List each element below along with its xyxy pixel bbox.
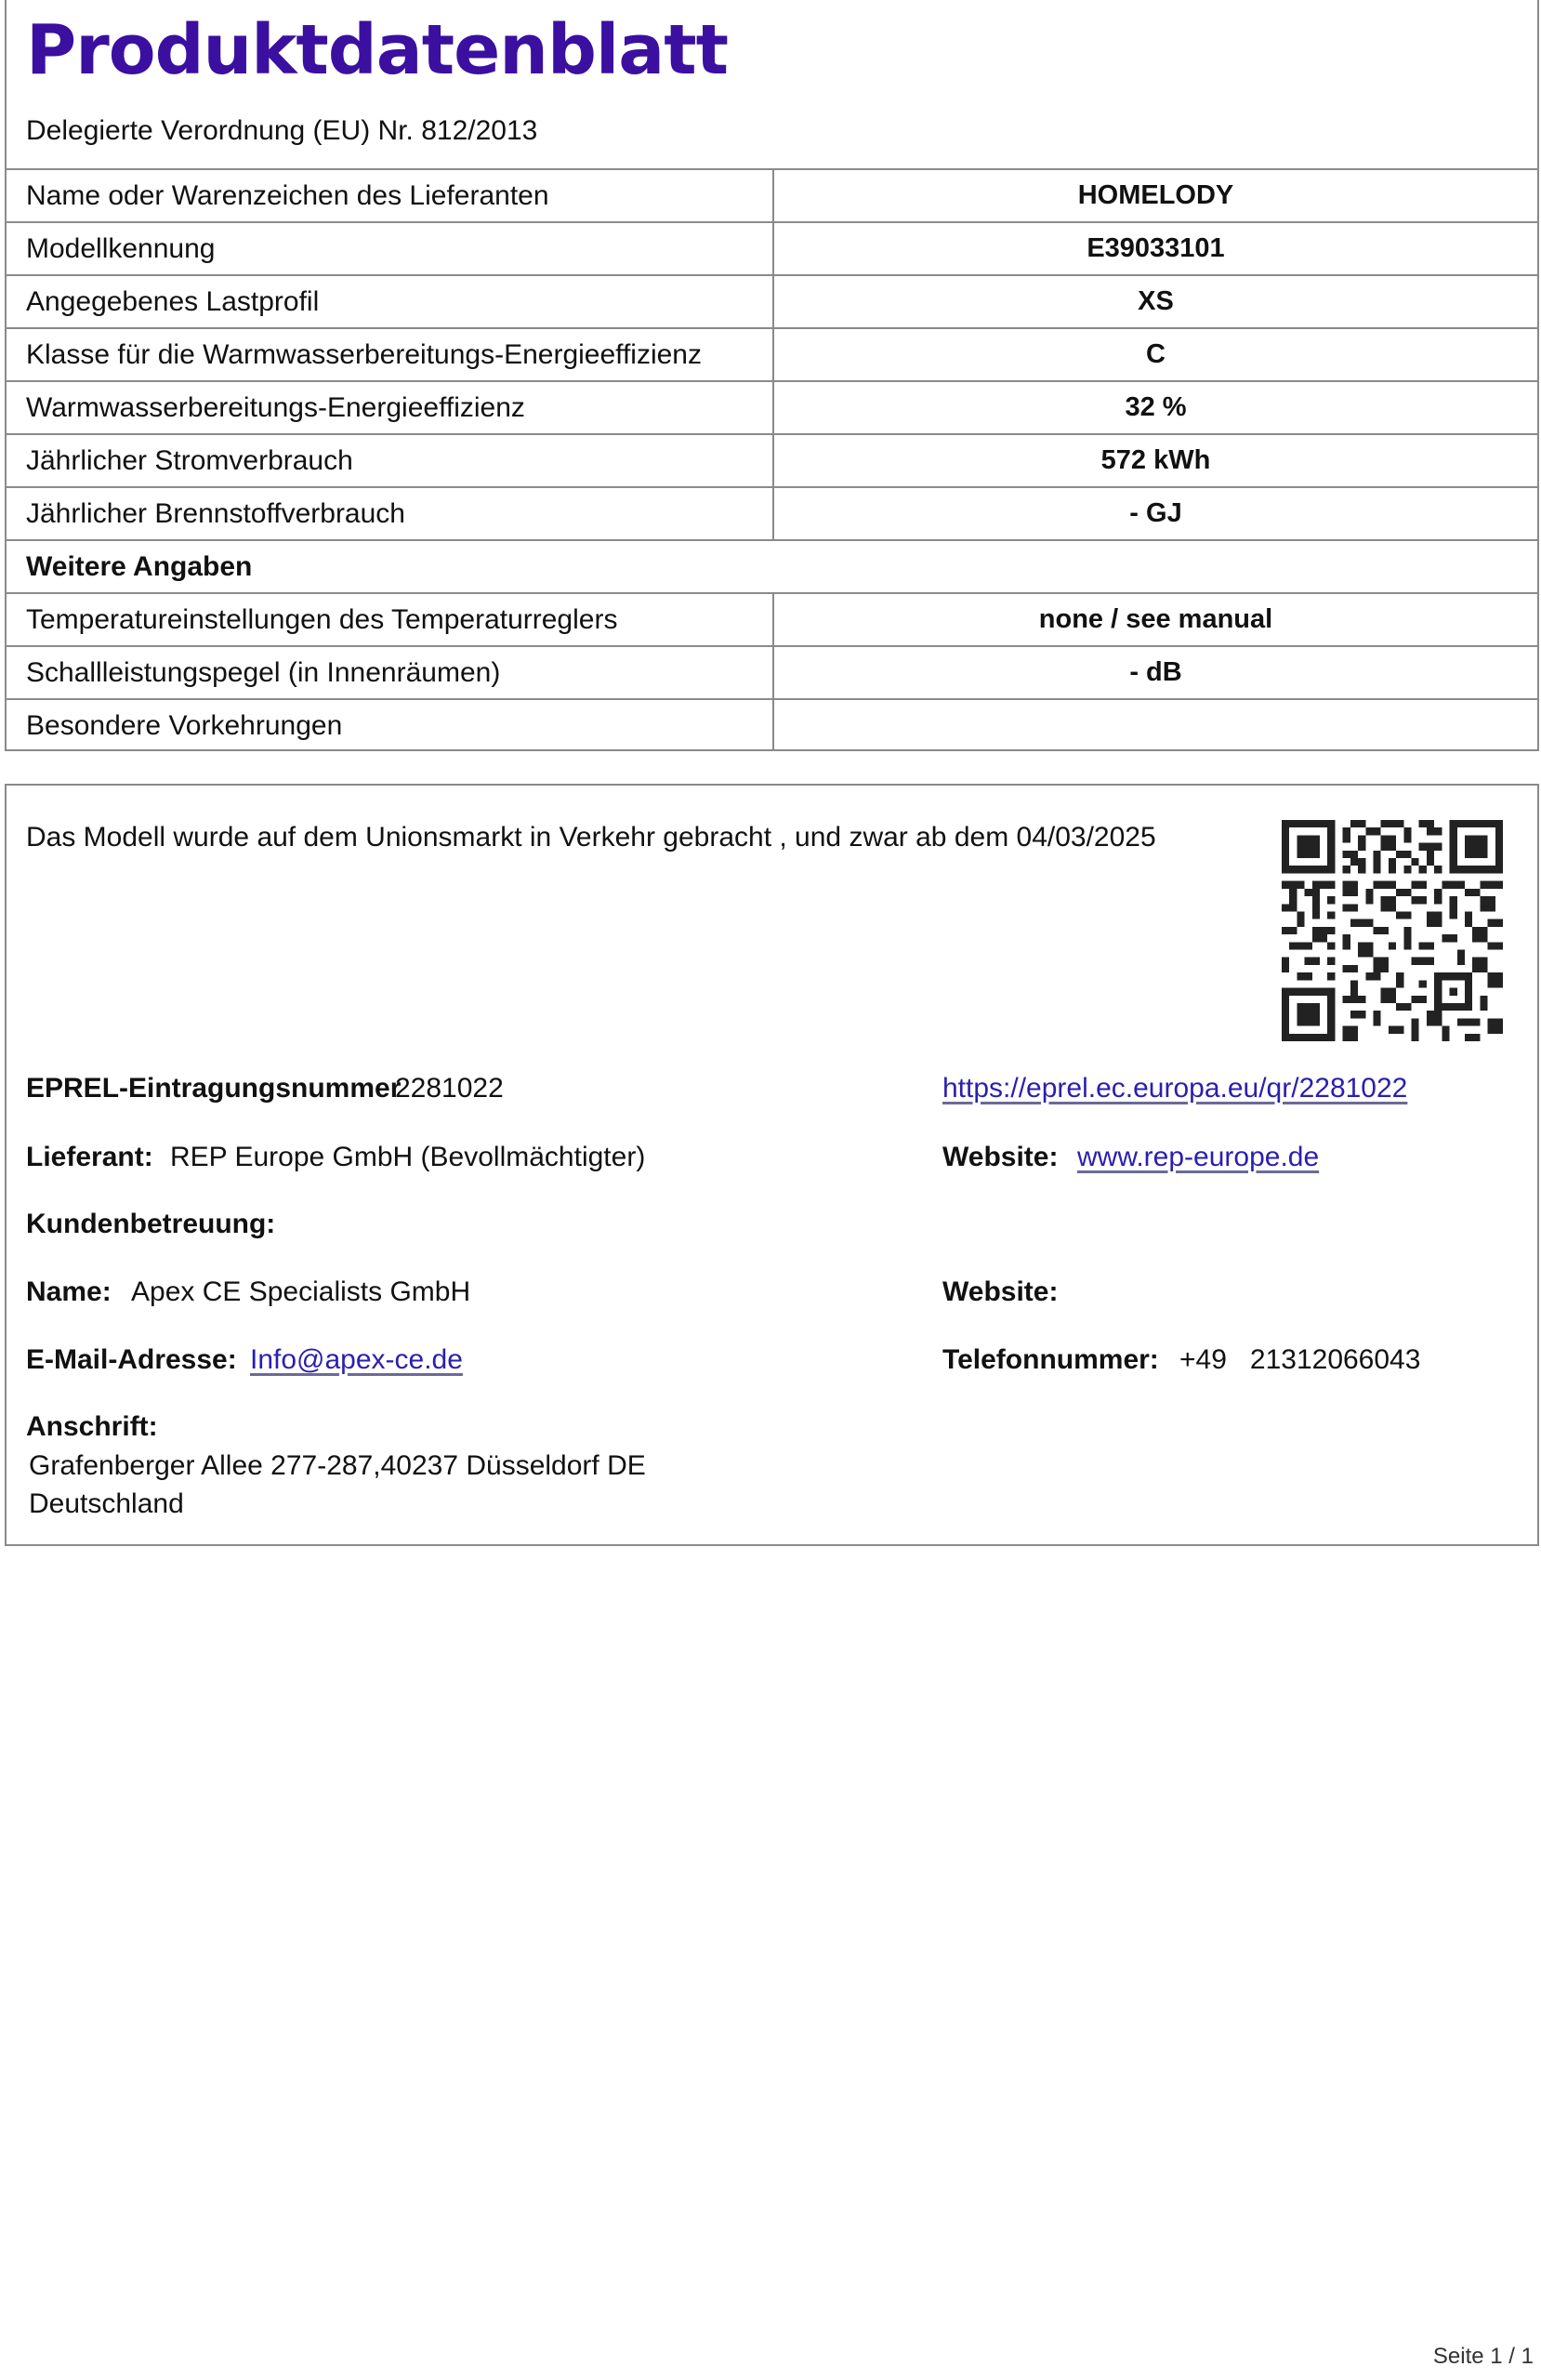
table-row-section-heading (7, 539, 1537, 592)
supplier-label: Lieferant: (26, 1142, 153, 1172)
row-value (772, 700, 1537, 751)
supplier-website-label: Website: (942, 1142, 1059, 1172)
address-label: Anschrift: (26, 1411, 158, 1442)
email-link[interactable]: Info@apex-ce.de (250, 1344, 463, 1375)
eprel-label: EPREL-Eintragungsnummer (26, 1073, 402, 1104)
table-row (7, 698, 1537, 751)
row-label: Jährlicher Stromverbrauch (26, 445, 353, 476)
table-row (7, 380, 1537, 433)
row-label: Warmwasserbereitungs-Energieeffizienz (26, 392, 525, 423)
name-value: Apex CE Specialists GmbH (131, 1276, 471, 1307)
row-value: 572 kWh (772, 435, 1537, 486)
row-value: - GJ (772, 488, 1537, 539)
eprel-number: 2281022 (395, 1073, 504, 1104)
table-row (7, 486, 1537, 539)
row-value: C (772, 329, 1537, 380)
table-row (7, 274, 1537, 327)
page-title: Produktdatenblatt (26, 10, 728, 90)
phone-label: Telefonnummer: (942, 1344, 1159, 1375)
market-statement: Das Modell wurde auf dem Unionsmarkt in Verkehr gebracht , und zwar ab dem 04/03/2025 (26, 822, 1156, 853)
email-label: E-Mail-Adresse: (26, 1344, 237, 1375)
row-value: XS (772, 276, 1537, 327)
row-label: Name oder Warenzeichen des Lieferanten (26, 180, 549, 211)
regulation-reference: Delegierte Verordnung (EU) Nr. 812/2013 (26, 115, 538, 146)
phone-value: +49 21312066043 (1179, 1344, 1421, 1375)
row-value: none / see manual (772, 594, 1537, 645)
eprel-link[interactable]: https://eprel.ec.europa.eu/qr/2281022 (942, 1073, 1408, 1104)
name-label: Name: (26, 1276, 112, 1307)
table-row (7, 221, 1537, 274)
row-label: Modellkennung (26, 233, 216, 264)
row-label: Schallleistungspegel (in Innenräumen) (26, 657, 501, 688)
row-label: Klasse für die Warmwasserbereitungs-Energieeffizienz (26, 339, 702, 370)
product-data-table-section (5, 0, 1539, 751)
row-value: HOMELODY (772, 170, 1537, 221)
table-row (7, 645, 1537, 698)
row-label: Temperatureinstellungen des Temperaturreglers (26, 604, 618, 635)
table-row (7, 327, 1537, 380)
address-line: Grafenberger Allee 277-287,40237 Düsseldorf DE (29, 1450, 646, 1481)
customer-service-website-label: Website: (942, 1276, 1059, 1307)
row-value: 32 % (772, 382, 1537, 433)
row-label: Jährlicher Brennstoffverbrauch (26, 498, 405, 529)
row-value: E39033101 (772, 223, 1537, 274)
table-row (7, 433, 1537, 486)
qr-code-icon[interactable] (1282, 820, 1503, 1041)
row-label: Besondere Vorkehrungen (26, 710, 343, 741)
row-value: - dB (772, 647, 1537, 698)
customer-service-heading: Kundenbetreuung: (26, 1209, 276, 1239)
supplier-info-section (5, 784, 1539, 1546)
supplier-value: REP Europe GmbH (Bevollmächtigter) (170, 1142, 646, 1172)
row-label: Angegebenes Lastprofil (26, 286, 320, 317)
section-heading: Weitere Angaben (26, 551, 253, 582)
address-country: Deutschland (29, 1488, 184, 1519)
product-data-table (7, 168, 1537, 751)
supplier-website-link[interactable]: www.rep-europe.de (1077, 1142, 1320, 1172)
table-row (7, 592, 1537, 645)
page-number: Seite 1 / 1 (1432, 2344, 1534, 2369)
table-row (7, 168, 1537, 221)
